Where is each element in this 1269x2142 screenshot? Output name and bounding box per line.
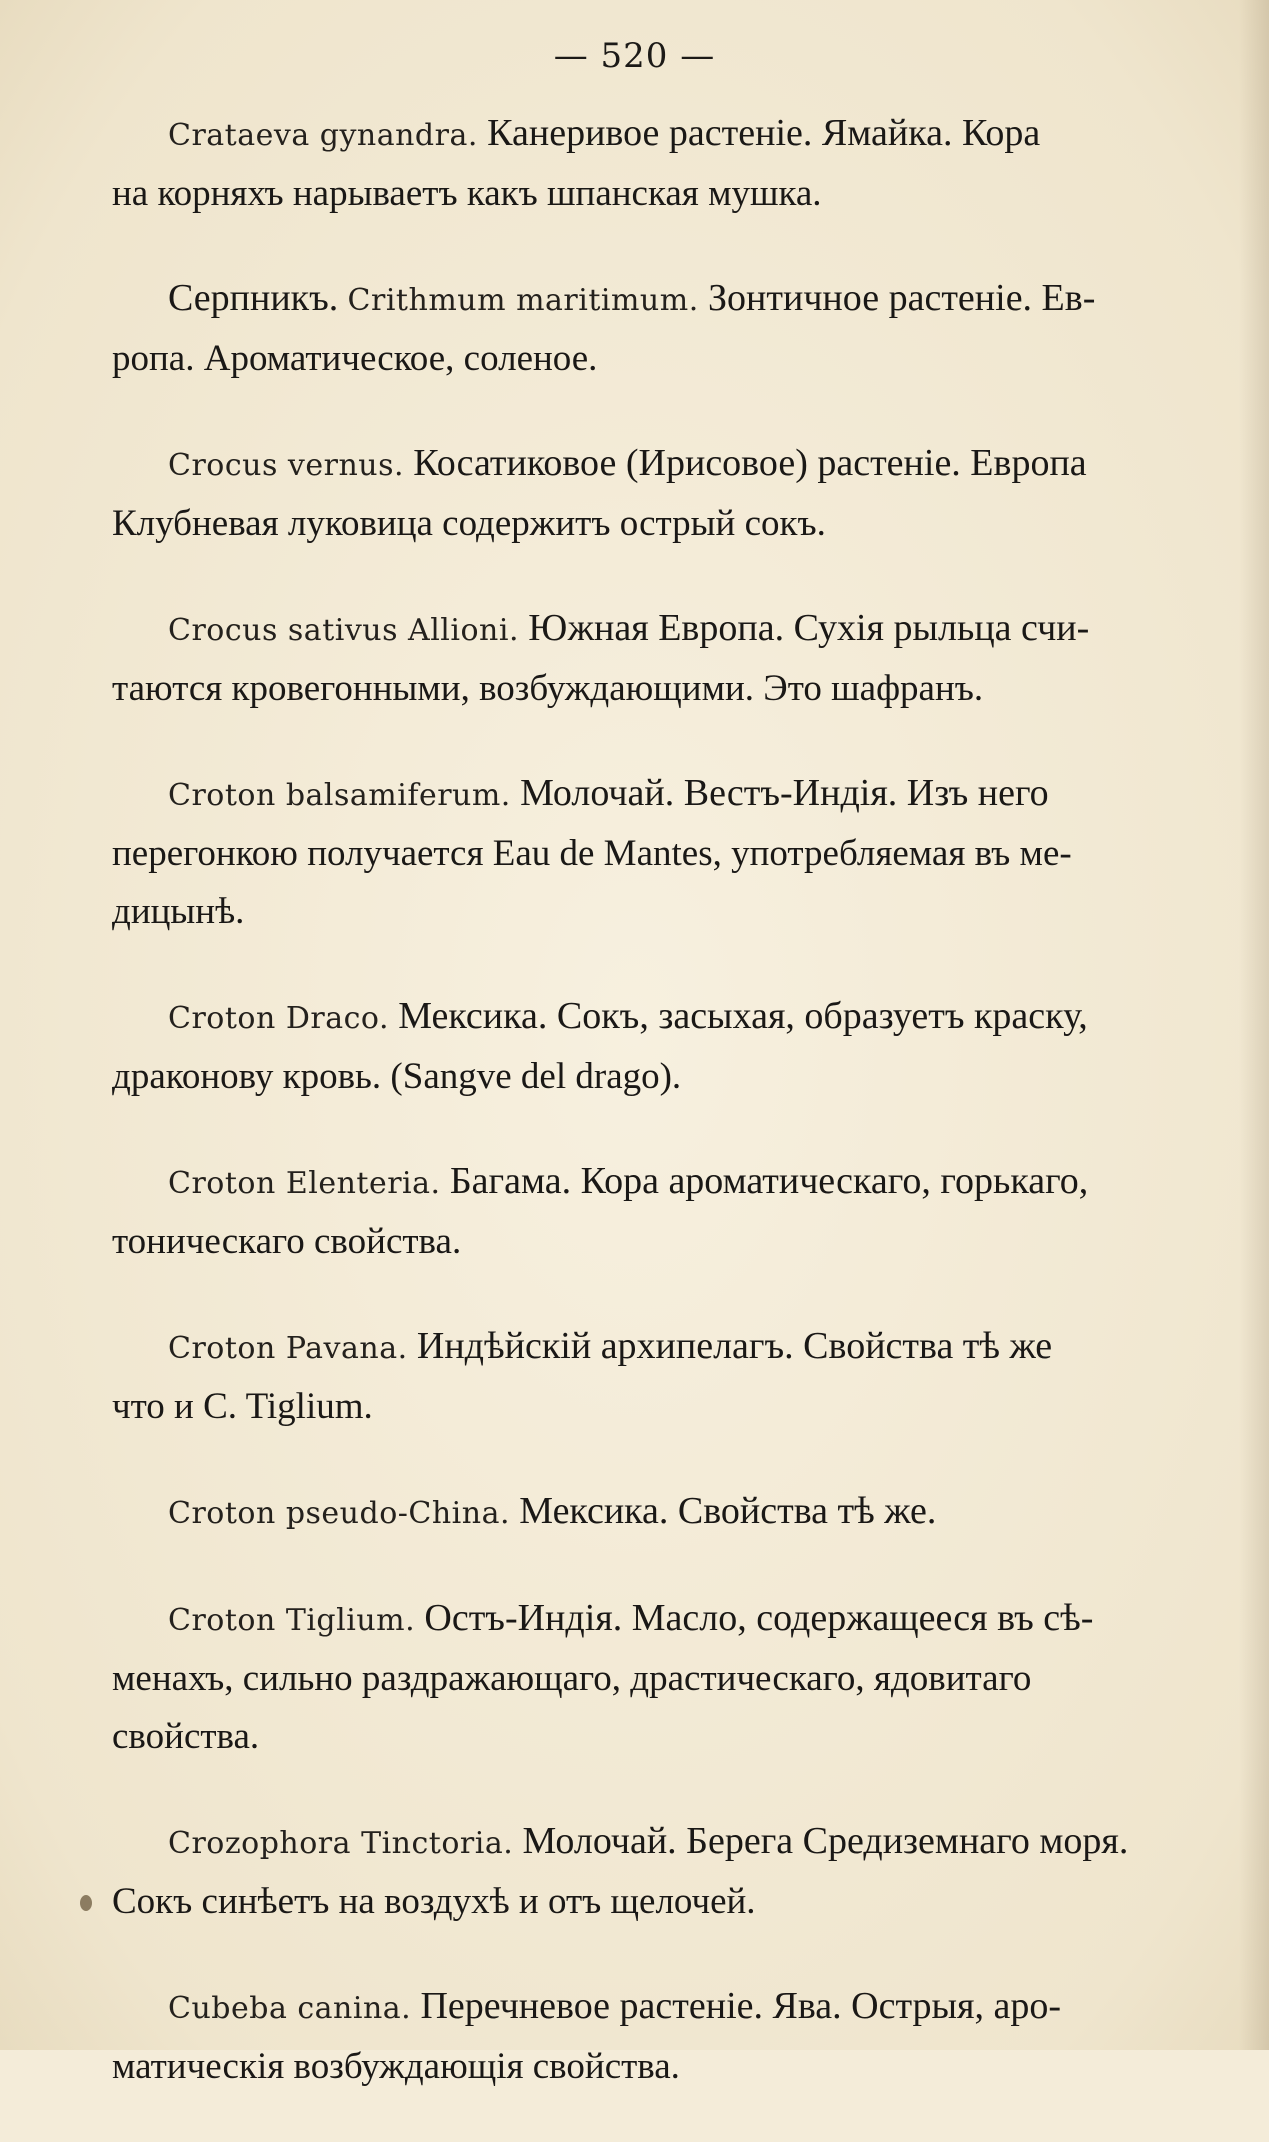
latin-name: Croton balsamiferum. (168, 778, 511, 813)
entry (112, 1317, 1172, 1436)
entry (112, 1977, 1172, 2096)
entry-first-line (112, 1977, 1172, 2038)
latin-name: Croton Pavana. (168, 1331, 408, 1366)
entry-text: Багама. Кора ароматическаго, горькаго, (449, 1160, 1089, 1202)
entry (112, 599, 1172, 718)
latin-name: Croton Tiglium. (168, 1603, 416, 1638)
entry-first-line (112, 1152, 1172, 1213)
entry-text: Перечневое растеніе. Ява. Острыя, аро- (420, 1985, 1062, 2027)
ink-spot (80, 1895, 92, 1911)
page-number: — 520 — (553, 36, 716, 76)
entry-line: менахъ, сильно раздражающаго, драстическаго, ядовитаго (112, 1658, 1032, 1699)
latin-name: Cubeba canina. (168, 1991, 412, 2026)
latin-name: Crithmum maritimum. (347, 283, 699, 318)
entry-line: свойства. (112, 1716, 260, 1757)
entry-line: матическія возбуждающія свойства. (112, 2046, 680, 2087)
entry-text: Канеривое растеніе. Ямайка. Кора (487, 112, 1041, 154)
entry (112, 987, 1172, 1106)
entry-first-line (112, 987, 1172, 1048)
entry (112, 434, 1172, 553)
entry (112, 1482, 1172, 1543)
entry (112, 1812, 1172, 1931)
entry-line: ропа. Ароматическое, соленое. (112, 338, 598, 379)
entry-text: Остъ-Индія. Масло, содержащееся въ сѣ- (424, 1597, 1094, 1639)
latin-name: Crocus sativus Allioni. (168, 613, 520, 648)
entry-first-line (112, 1317, 1172, 1378)
entry-text: Мексика. Сокъ, засыхая, образуетъ краску, (398, 995, 1088, 1037)
entry-line: драконову кровь. (Sangve del drago). (112, 1056, 682, 1097)
entry-first-line (112, 1482, 1172, 1543)
entry-first-line (112, 764, 1172, 825)
entry-first-line (112, 599, 1172, 660)
entry (112, 104, 1172, 223)
entry-text: Косатиковое (Ирисовое) растеніе. Европа (413, 442, 1087, 484)
latin-name: Crozophora Tinctoria. (168, 1826, 514, 1861)
entry-text: Мексика. Свойства тѣ же. (519, 1490, 937, 1532)
latin-name: Croton Elenteria. (168, 1166, 441, 1201)
entry-line: на корняхъ нарываетъ какъ шпанская мушка. (112, 173, 822, 214)
entry-line: тоническаго свойства. (112, 1221, 462, 1262)
entry-line: Клубневая луковица содержитъ острый сокъ. (112, 503, 826, 544)
entry-first-line (112, 1589, 1172, 1650)
latin-name: Cratаeva gynandra. (168, 118, 478, 153)
entry-text: Индѣйскій архипелагъ. Свойства тѣ же (416, 1325, 1053, 1367)
entry (112, 1152, 1172, 1271)
entry-text: Молочай. Берега Средиземнаго моря. (522, 1820, 1129, 1862)
entry (112, 1589, 1172, 1766)
entry-line: таются кровегонными, возбуждающими. Это шафранъ. (112, 668, 984, 709)
entry-text: Южная Европа. Сухія рыльца счи- (528, 607, 1090, 649)
entry-line: что и C. Tiglium. (112, 1386, 373, 1427)
latin-name: Croton Draco. (168, 1001, 389, 1036)
entry-first-line (112, 269, 1172, 330)
entry-line: перегонкою получается Eau de Mantes, употребляемая въ ме- (112, 833, 1072, 874)
russian-name: Серпникъ. (168, 277, 339, 319)
entry-line: дицынѣ. (112, 891, 245, 932)
entry (112, 764, 1172, 941)
entry (112, 269, 1172, 388)
latin-name: Croton pseudo-China. (168, 1496, 511, 1531)
entry-text: Молочай. Вестъ-Индія. Изъ него (520, 772, 1049, 814)
entry-text: Зонтичное растеніе. Ев- (708, 277, 1096, 319)
entry-line: Сокъ синѣетъ на воздухѣ и отъ щелочей. (112, 1881, 756, 1922)
latin-name: Crocus vernus. (168, 448, 405, 483)
entry-first-line (112, 1812, 1172, 1873)
entry-first-line (112, 434, 1172, 495)
entry-list (112, 104, 1172, 2142)
page-edge-shadow (1239, 0, 1269, 2050)
entry-first-line (112, 104, 1172, 165)
